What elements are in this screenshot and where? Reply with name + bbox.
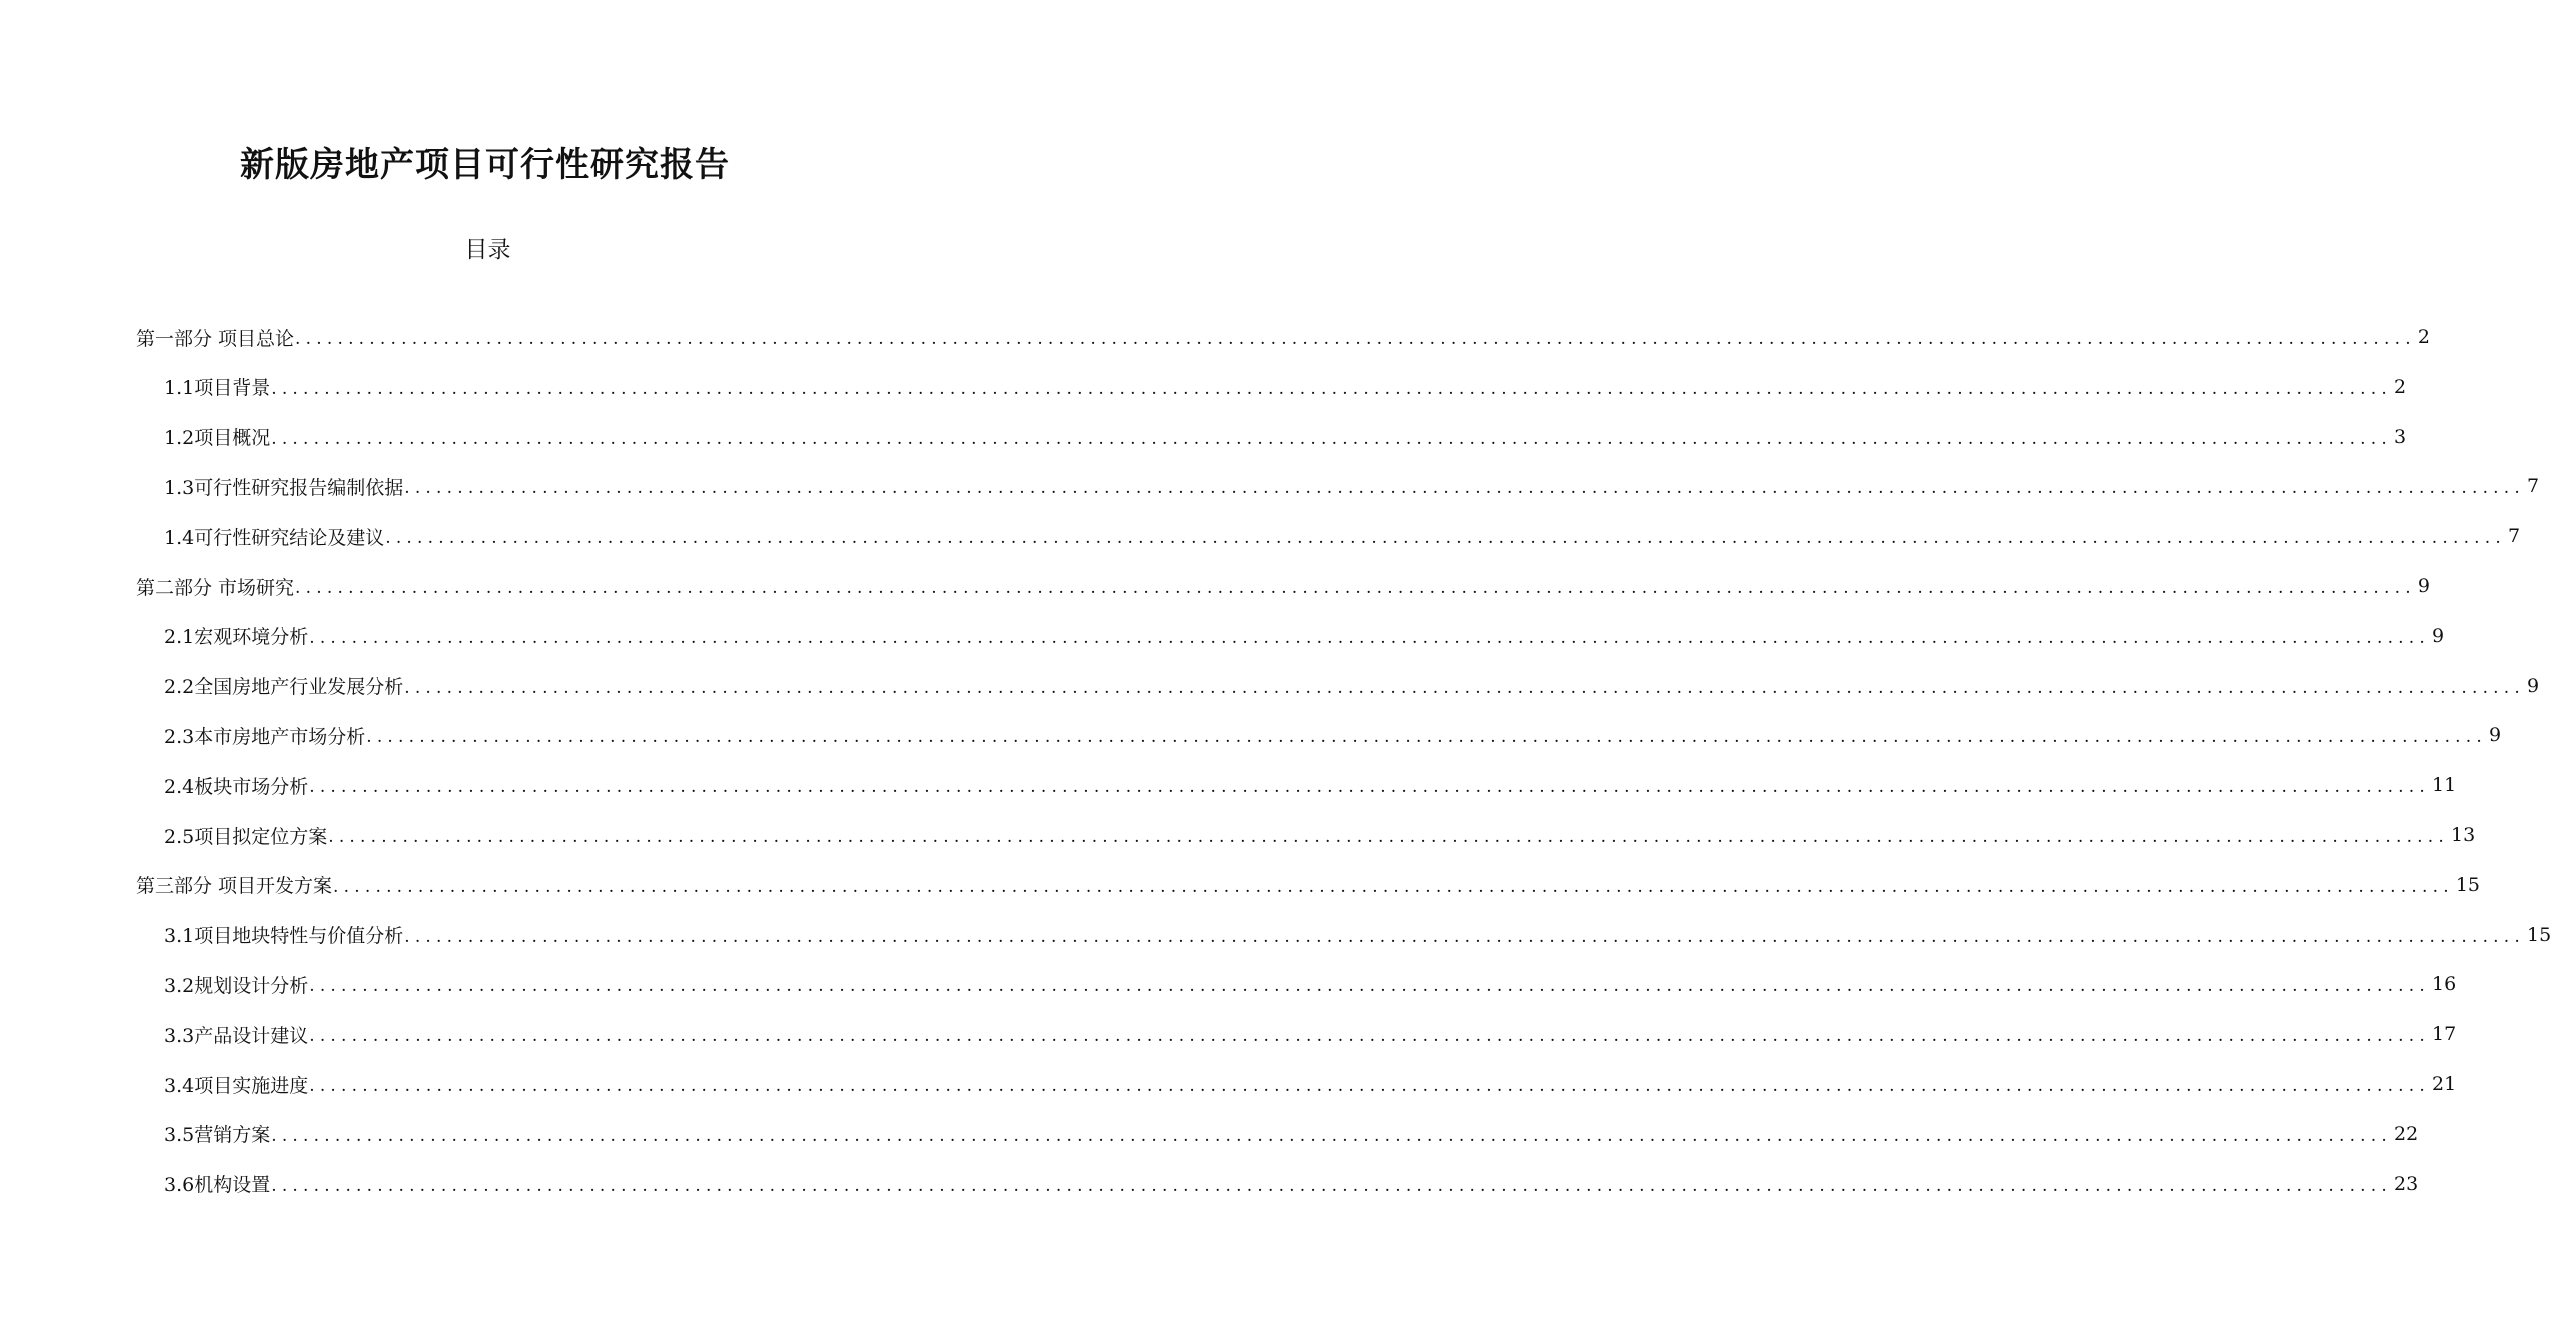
document-title: 新版房地产项目可行性研究报告 [240,145,730,185]
toc-page-number: 2 [2417,326,2430,348]
toc-section-entry[interactable] [164,461,2540,511]
toc-section-entry[interactable] [164,661,2540,711]
toc-section-entry[interactable] [164,959,2457,1009]
toc-dot-leader: ........................................................................................................................................................................................................ [309,1076,2430,1096]
toc-page-number: 9 [2526,674,2540,697]
toc-section-entry[interactable] [164,810,2476,860]
toc-entry-label: 1.1项目背景 [164,377,271,400]
toc-page-number: 3 [2393,425,2407,448]
toc-entry-label: 1.3可行性研究报告编制依据 [164,476,404,499]
toc-entry-label: 2.1宏观环境分析 [164,626,309,649]
toc-page-number: 17 [2431,1023,2457,1046]
toc-section-entry[interactable] [164,412,2407,462]
toc-page-number: 15 [2526,923,2551,946]
toc-section-entry[interactable] [164,760,2457,810]
toc-dot-leader: ........................................................................................................................................................................................................ [328,827,2449,847]
toc-page-number: 23 [2393,1172,2419,1195]
toc-section-entry[interactable] [164,511,2521,561]
toc-entry-label: 第一部分 项目总论 [136,327,295,350]
toc-page-number: 15 [2455,873,2480,896]
toc-page-number: 13 [2450,824,2476,846]
toc-dot-leader: ........................................................................................................................................................................................................ [385,528,2506,549]
toc-dot-leader: ........................................................................................................................................................................................................ [404,478,2525,499]
toc-dot-leader: ........................................................................................................................................................................................................ [309,777,2430,798]
toc-section-entry[interactable] [164,710,2502,760]
toc-section-entry[interactable] [164,362,2407,412]
toc-entry-label: 3.5营销方案 [164,1124,271,1147]
toc-part-entry[interactable] [136,860,2480,910]
toc-page-number: 2 [2393,375,2407,398]
toc-section-entry[interactable] [164,1109,2419,1159]
toc-dot-leader: ........................................................................................................................................................................................................ [309,627,2430,648]
toc-page-number: 21 [2431,1073,2457,1095]
toc-page-number: 7 [2507,525,2521,548]
toc-section-entry[interactable] [164,611,2445,661]
toc-page-number: 16 [2431,973,2457,996]
toc-section-entry[interactable] [164,1009,2457,1059]
toc-entry-label: 1.2项目概况 [164,427,271,450]
toc-dot-leader: ........................................................................................................................................................................................................ [309,1026,2430,1047]
toc-part-entry[interactable] [136,312,2430,362]
toc-entry-label: 2.5项目拟定位方案 [164,825,328,848]
toc-page-number: 9 [2431,624,2445,647]
toc-page-number: 7 [2526,475,2540,498]
toc-dot-leader: ........................................................................................................................................................................................................ [295,578,2416,598]
toc-entry-label: 2.2全国房地产行业发展分析 [164,676,404,699]
toc-entry-label: 3.2规划设计分析 [164,974,309,997]
toc-dot-leader: ........................................................................................................................................................................................................ [333,876,2454,897]
toc-section-entry[interactable] [164,1159,2419,1209]
toc-entry-label: 3.4项目实施进度 [164,1074,309,1097]
toc-dot-leader: ........................................................................................................................................................................................................ [271,378,2392,399]
toc-entry-label: 2.4板块市场分析 [164,775,309,798]
toc-entry-label: 第二部分 市场研究 [136,576,295,599]
toc-entry-label: 3.3产品设计建议 [164,1024,309,1047]
toc-dot-leader: ........................................................................................................................................................................................................ [271,1175,2392,1196]
toc-part-entry[interactable] [136,561,2430,611]
toc-page-number: 9 [2488,724,2502,747]
toc-page-number: 22 [2393,1122,2419,1145]
toc-dot-leader: ........................................................................................................................................................................................................ [366,727,2487,748]
toc-dot-leader: ........................................................................................................................................................................................................ [295,329,2416,349]
toc-dot-leader: ........................................................................................................................................................................................................ [271,1125,2392,1146]
toc-entry-label: 3.6机构设置 [164,1174,271,1197]
toc-entry-label: 第三部分 项目开发方案 [136,875,333,898]
toc-entry-label: 3.1项目地块特性与价值分析 [164,925,404,948]
toc-dot-leader: ........................................................................................................................................................................................................ [309,976,2430,997]
toc-entry-label: 2.3本市房地产市场分析 [164,725,366,748]
toc-entry-label: 1.4可行性研究结论及建议 [164,526,385,549]
toc-page-number: 11 [2431,774,2457,797]
toc-section-entry[interactable] [164,910,2551,960]
toc-dot-leader: ........................................................................................................................................................................................................ [271,428,2392,449]
toc-dot-leader: ........................................................................................................................................................................................................ [404,677,2525,698]
toc-heading: 目录 [464,237,511,263]
toc-section-entry[interactable] [164,1059,2457,1109]
toc-page-number: 9 [2417,575,2430,597]
toc-dot-leader: ........................................................................................................................................................................................................ [404,926,2525,947]
